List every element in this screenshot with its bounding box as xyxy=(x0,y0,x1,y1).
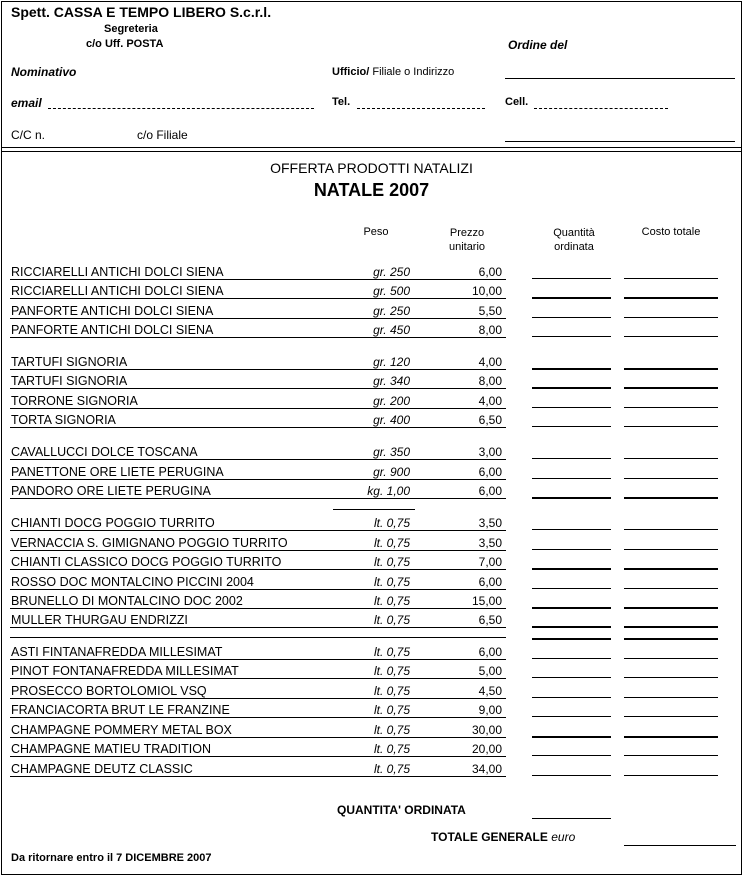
product-name: CHIANTI DOCG POGGIO TURRITO xyxy=(11,516,215,530)
quantity-field[interactable] xyxy=(532,697,611,698)
company-name: Spett. CASSA E TEMPO LIBERO S.c.r.l. xyxy=(11,4,272,20)
total-cost-field[interactable] xyxy=(624,716,718,717)
product-row-line xyxy=(10,530,506,531)
total-cost-field[interactable] xyxy=(624,497,718,499)
product-price: 7,00 xyxy=(478,555,502,569)
product-price: 4,00 xyxy=(478,355,502,369)
sparkling-qty-separator xyxy=(532,638,611,640)
product-row-line xyxy=(10,776,506,777)
total-cost-field[interactable] xyxy=(624,607,718,609)
quantity-field[interactable] xyxy=(532,755,611,756)
product-weight: lt. 0,75 xyxy=(373,516,410,530)
product-weight: gr. 500 xyxy=(373,284,410,298)
quantity-field[interactable] xyxy=(532,588,611,589)
quantita-ordinata-label: QUANTITA' ORDINATA xyxy=(337,803,466,817)
quantity-field[interactable] xyxy=(532,677,611,678)
product-row-line xyxy=(10,627,506,628)
product-weight: lt. 0,75 xyxy=(373,684,410,698)
product-row-line xyxy=(10,427,506,428)
total-cost-field[interactable] xyxy=(624,588,718,589)
product-weight: gr. 900 xyxy=(373,465,410,479)
product-price: 8,00 xyxy=(478,374,502,388)
cell-label: Cell. xyxy=(505,96,529,108)
product-name: PANDORO ORE LIETE PERUGINA xyxy=(11,484,211,498)
total-cost-field[interactable] xyxy=(624,278,718,279)
cell-field[interactable] xyxy=(534,108,668,109)
quantity-field[interactable] xyxy=(532,549,611,550)
quantity-field[interactable] xyxy=(532,497,611,499)
product-price: 9,00 xyxy=(478,703,502,717)
product-price: 5,00 xyxy=(478,664,502,678)
offer-title: OFFERTA PRODOTTI NATALIZI xyxy=(270,160,473,176)
product-price: 34,00 xyxy=(471,762,502,776)
total-cost-field[interactable] xyxy=(624,426,718,427)
total-cost-field[interactable] xyxy=(624,755,718,756)
product-name: PANETTONE ORE LIETE PERUGINA xyxy=(11,465,224,479)
product-weight: gr. 120 xyxy=(373,355,410,369)
product-weight: gr. 400 xyxy=(373,413,410,427)
product-name: ROSSO DOC MONTALCINO PICCINI 2004 xyxy=(11,575,254,589)
product-weight: lt. 0,75 xyxy=(373,742,410,756)
product-price: 4,00 xyxy=(478,394,502,408)
product-weight: gr. 250 xyxy=(373,265,410,279)
product-weight: lt. 0,75 xyxy=(373,594,410,608)
product-price: 6,00 xyxy=(478,575,502,589)
product-weight: kg. 1,00 xyxy=(367,484,410,498)
product-name: TORRONE SIGNORIA xyxy=(11,394,138,408)
quantity-field[interactable] xyxy=(532,407,611,408)
product-name: RICCIARELLI ANTICHI DOLCI SIENA xyxy=(11,284,224,298)
product-row-line xyxy=(10,589,506,590)
product-weight: lt. 0,75 xyxy=(373,555,410,569)
product-weight: gr. 340 xyxy=(373,374,410,388)
product-price: 20,00 xyxy=(471,742,502,756)
total-cost-field[interactable] xyxy=(624,368,718,370)
total-cost-field[interactable] xyxy=(624,297,718,299)
return-note: Da ritornare entro il 7 DICEMBRE 2007 xyxy=(11,852,212,864)
total-cost-field[interactable] xyxy=(624,658,718,659)
quantity-field[interactable] xyxy=(532,426,611,427)
product-name: MULLER THURGAU ENDRIZZI xyxy=(11,613,188,627)
product-row-line xyxy=(10,479,506,480)
product-weight: gr. 350 xyxy=(373,445,410,459)
product-row-line xyxy=(10,388,506,389)
product-price: 10,00 xyxy=(471,284,502,298)
product-name: TARTUFI SIGNORIA xyxy=(11,374,128,388)
product-row-line xyxy=(10,408,506,409)
product-name: PROSECCO BORTOLOMIOL VSQ xyxy=(11,684,207,698)
product-row-line xyxy=(10,318,506,319)
product-row-line xyxy=(10,298,506,299)
product-name: BRUNELLO DI MONTALCINO DOC 2002 xyxy=(11,594,243,608)
quantity-field[interactable] xyxy=(532,716,611,717)
totale-field[interactable] xyxy=(624,845,736,846)
quantita-ordinata-field[interactable] xyxy=(532,818,611,819)
product-price: 4,50 xyxy=(478,684,502,698)
product-row-line xyxy=(10,498,506,499)
product-name: CHAMPAGNE POMMERY METAL BOX xyxy=(11,723,232,737)
product-name: PANFORTE ANTICHI DOLCI SIENA xyxy=(11,323,214,337)
quantity-field[interactable] xyxy=(532,278,611,279)
product-price: 6,50 xyxy=(478,413,502,427)
product-weight: lt. 0,75 xyxy=(373,723,410,737)
product-weight: gr. 450 xyxy=(373,323,410,337)
product-price: 6,50 xyxy=(478,613,502,627)
product-weight: lt. 0,75 xyxy=(373,536,410,550)
total-cost-field[interactable] xyxy=(624,387,718,389)
total-cost-field[interactable] xyxy=(624,736,718,738)
quantity-field[interactable] xyxy=(532,568,611,570)
product-price: 6,00 xyxy=(478,465,502,479)
product-price: 3,50 xyxy=(478,536,502,550)
product-row-line xyxy=(10,737,506,738)
total-cost-field[interactable] xyxy=(624,626,718,628)
product-price: 8,00 xyxy=(478,323,502,337)
order-label: Ordine del xyxy=(508,38,568,52)
total-cost-field[interactable] xyxy=(624,336,718,337)
product-weight: gr. 200 xyxy=(373,394,410,408)
product-weight: lt. 0,75 xyxy=(373,645,410,659)
product-weight: lt. 0,75 xyxy=(373,575,410,589)
col-costo: Costo totale xyxy=(641,226,701,238)
quantity-field[interactable] xyxy=(532,529,611,530)
tel-field[interactable] xyxy=(357,108,485,109)
product-row-line xyxy=(10,698,506,699)
quantity-field[interactable] xyxy=(532,368,611,370)
product-row-line xyxy=(10,337,506,338)
quantity-field[interactable] xyxy=(532,297,611,299)
quantity-field[interactable] xyxy=(532,736,611,738)
quantity-field[interactable] xyxy=(532,458,611,459)
totale-label: TOTALE GENERALE euro xyxy=(431,830,576,844)
product-price: 5,50 xyxy=(478,304,502,318)
total-cost-field[interactable] xyxy=(624,407,718,408)
product-price: 3,00 xyxy=(478,445,502,459)
quantity-field[interactable] xyxy=(532,607,611,609)
product-name: TARTUFI SIGNORIA xyxy=(11,355,128,369)
product-weight: gr. 250 xyxy=(373,304,410,318)
product-name: VERNACCIA S. GIMIGNANO POGGIO TURRITO xyxy=(11,536,288,550)
sparkling-cost-separator xyxy=(624,638,718,640)
total-cost-field[interactable] xyxy=(624,549,718,550)
product-weight: lt. 0,75 xyxy=(373,762,410,776)
email-field[interactable] xyxy=(48,108,314,109)
product-name: RICCIARELLI ANTICHI DOLCI SIENA xyxy=(11,265,224,279)
product-price: 15,00 xyxy=(471,594,502,608)
product-row-line xyxy=(10,717,506,718)
offer-subtitle: NATALE 2007 xyxy=(313,180,430,200)
product-name: CHAMPAGNE DEUTZ CLASSIC xyxy=(11,762,193,776)
filiale-label: c/o Filiale xyxy=(137,128,188,142)
product-row-line xyxy=(10,550,506,551)
quantity-field[interactable] xyxy=(532,317,611,318)
email-label: email xyxy=(11,96,42,110)
quantity-field[interactable] xyxy=(532,387,611,389)
total-cost-field[interactable] xyxy=(624,458,718,459)
total-cost-field[interactable] xyxy=(624,697,718,698)
total-cost-field[interactable] xyxy=(624,677,718,678)
col-prezzo: Prezzo unitario xyxy=(448,227,486,253)
department: Segreteria xyxy=(104,23,158,35)
total-cost-field[interactable] xyxy=(624,568,718,570)
quantity-field[interactable] xyxy=(532,775,611,776)
col-peso: Peso xyxy=(363,226,389,238)
total-cost-field[interactable] xyxy=(624,775,718,776)
product-name: TORTA SIGNORIA xyxy=(11,413,116,427)
product-name: PANFORTE ANTICHI DOLCI SIENA xyxy=(11,304,214,318)
product-weight: lt. 0,75 xyxy=(373,664,410,678)
quantity-field[interactable] xyxy=(532,626,611,628)
product-row-line xyxy=(10,659,506,660)
quantity-field[interactable] xyxy=(532,658,611,659)
nominativo-field[interactable] xyxy=(505,78,735,79)
cc-label: C/C n. xyxy=(11,128,46,142)
product-row-line xyxy=(10,678,506,679)
product-row-line xyxy=(10,569,506,570)
product-row-line xyxy=(10,608,506,609)
nominativo-label: Nominativo xyxy=(11,65,77,79)
header-separator-top xyxy=(1,147,741,148)
filiale-field[interactable] xyxy=(505,141,735,142)
product-row-line xyxy=(10,279,506,280)
product-price: 3,50 xyxy=(478,516,502,530)
product-name: PINOT FONTANAFREDDA MILLESIMAT xyxy=(11,664,239,678)
product-row-line xyxy=(10,459,506,460)
product-price: 6,00 xyxy=(478,645,502,659)
col-quantita: Quantità ordinata xyxy=(553,227,595,253)
product-price: 6,00 xyxy=(478,265,502,279)
product-name: ASTI FINTANAFREDDA MILLESIMAT xyxy=(11,645,223,659)
product-price: 6,00 xyxy=(478,484,502,498)
product-name: CHIANTI CLASSICO DOCG POGGIO TURRITO xyxy=(11,555,282,569)
product-weight: lt. 0,75 xyxy=(373,703,410,717)
product-price: 30,00 xyxy=(471,723,502,737)
product-weight: lt. 0,75 xyxy=(373,613,410,627)
ufficio-label: Ufficio/ Filiale o Indirizzo xyxy=(332,66,455,78)
header-separator-bottom xyxy=(1,151,741,152)
product-row-line xyxy=(10,369,506,370)
tel-label: Tel. xyxy=(332,96,351,108)
office: c/o Uff. POSTA xyxy=(86,38,164,50)
product-name: CHAMPAGNE MATIEU TRADITION xyxy=(11,742,212,756)
quantity-field[interactable] xyxy=(532,478,611,479)
product-name: CAVALLUCCI DOLCE TOSCANA xyxy=(11,445,198,459)
total-cost-field[interactable] xyxy=(624,317,718,318)
wine-separator-line xyxy=(333,509,415,510)
sparkling-separator-line xyxy=(10,637,506,638)
quantity-field[interactable] xyxy=(532,336,611,337)
product-row-line xyxy=(10,756,506,757)
product-name: FRANCIACORTA BRUT LE FRANZINE xyxy=(11,703,230,717)
total-cost-field[interactable] xyxy=(624,478,718,479)
total-cost-field[interactable] xyxy=(624,529,718,530)
